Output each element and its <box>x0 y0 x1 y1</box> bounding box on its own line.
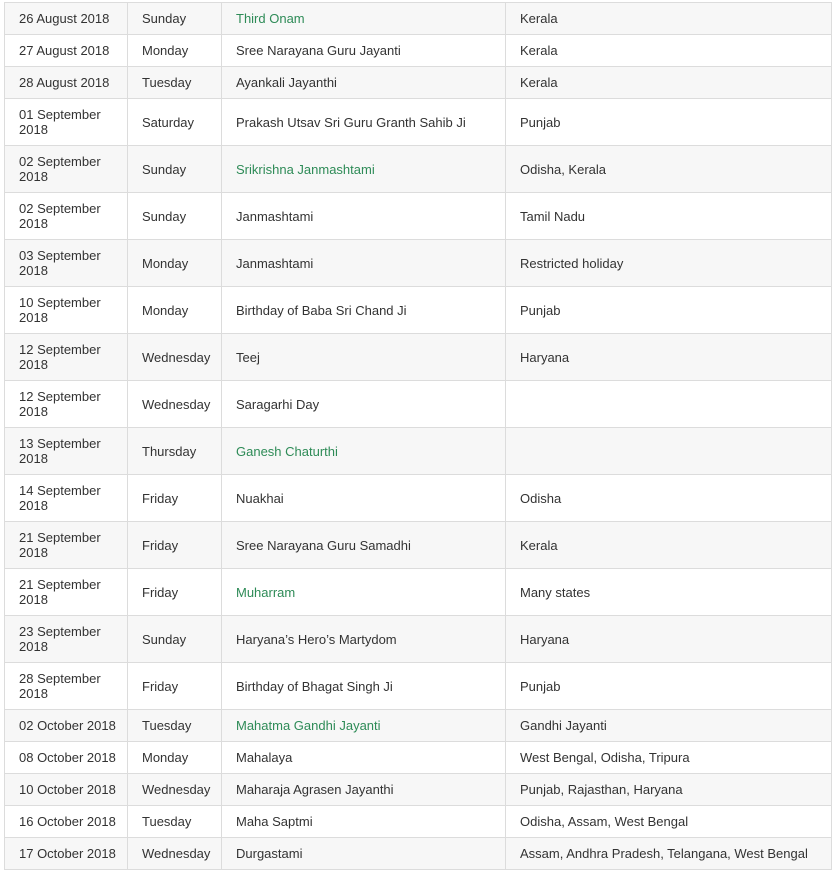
states-cell: Odisha <box>506 475 832 522</box>
day-cell: Friday <box>128 522 222 569</box>
day-cell: Tuesday <box>128 67 222 99</box>
date-cell: 10 September 2018 <box>5 287 128 334</box>
holiday-cell: Haryana’s Hero’s Martydom <box>222 616 506 663</box>
date-cell: 16 October 2018 <box>5 806 128 838</box>
date-cell: 03 September 2018 <box>5 240 128 287</box>
table-row <box>5 381 832 428</box>
states-cell <box>506 381 832 428</box>
holiday-cell: Birthday of Baba Sri Chand Ji <box>222 287 506 334</box>
holiday-cell <box>222 3 506 35</box>
holiday-cell: Sree Narayana Guru Samadhi <box>222 522 506 569</box>
holiday-cell: Janmashtami <box>222 193 506 240</box>
date-cell: 26 August 2018 <box>5 3 128 35</box>
table-row <box>5 146 832 193</box>
holiday-cell: Ayankali Jayanthi <box>222 67 506 99</box>
holiday-cell <box>222 146 506 193</box>
day-cell: Friday <box>128 475 222 522</box>
states-cell: Kerala <box>506 3 832 35</box>
states-cell: Assam, Andhra Pradesh, Telangana, West Bengal <box>506 838 832 870</box>
date-cell: 23 September 2018 <box>5 616 128 663</box>
holiday-cell: Saragarhi Day <box>222 381 506 428</box>
day-cell: Wednesday <box>128 838 222 870</box>
day-cell: Tuesday <box>128 806 222 838</box>
holiday-cell: Sree Narayana Guru Jayanti <box>222 35 506 67</box>
day-cell: Sunday <box>128 146 222 193</box>
date-cell: 13 September 2018 <box>5 428 128 475</box>
table-row <box>5 710 832 742</box>
date-cell: 28 September 2018 <box>5 663 128 710</box>
holiday-cell: Durgastami <box>222 838 506 870</box>
day-cell: Friday <box>128 569 222 616</box>
day-cell: Monday <box>128 742 222 774</box>
states-cell: Haryana <box>506 616 832 663</box>
states-cell: Tamil Nadu <box>506 193 832 240</box>
table-row <box>5 99 832 146</box>
states-cell: Punjab <box>506 663 832 710</box>
table-row <box>5 193 832 240</box>
date-cell: 12 September 2018 <box>5 334 128 381</box>
holiday-cell: Maha Saptmi <box>222 806 506 838</box>
states-cell: West Bengal, Odisha, Tripura <box>506 742 832 774</box>
states-cell: Punjab <box>506 287 832 334</box>
date-cell: 17 October 2018 <box>5 838 128 870</box>
holiday-table-container <box>4 2 831 870</box>
holiday-cell: Birthday of Bhagat Singh Ji <box>222 663 506 710</box>
table-row <box>5 663 832 710</box>
date-cell: 27 August 2018 <box>5 35 128 67</box>
states-cell: Restricted holiday <box>506 240 832 287</box>
day-cell: Sunday <box>128 193 222 240</box>
table-row <box>5 838 832 870</box>
table-row <box>5 616 832 663</box>
states-cell: Kerala <box>506 35 832 67</box>
table-row <box>5 522 832 569</box>
date-cell: 02 October 2018 <box>5 710 128 742</box>
day-cell: Sunday <box>128 3 222 35</box>
table-row <box>5 774 832 806</box>
day-cell: Thursday <box>128 428 222 475</box>
holiday-link[interactable]: Muharram <box>236 584 296 600</box>
holiday-cell <box>222 428 506 475</box>
table-row <box>5 475 832 522</box>
states-cell <box>506 428 832 475</box>
date-cell: 02 September 2018 <box>5 193 128 240</box>
date-cell: 01 September 2018 <box>5 99 128 146</box>
states-cell: Haryana <box>506 334 832 381</box>
table-row <box>5 806 832 838</box>
table-row <box>5 3 832 35</box>
holiday-table <box>4 2 832 870</box>
date-cell: 28 August 2018 <box>5 67 128 99</box>
holiday-cell: Nuakhai <box>222 475 506 522</box>
holiday-cell: Janmashtami <box>222 240 506 287</box>
table-row <box>5 569 832 616</box>
day-cell: Wednesday <box>128 774 222 806</box>
holiday-cell: Prakash Utsav Sri Guru Granth Sahib Ji <box>222 99 506 146</box>
day-cell: Monday <box>128 287 222 334</box>
table-row <box>5 35 832 67</box>
day-cell: Wednesday <box>128 381 222 428</box>
date-cell: 14 September 2018 <box>5 475 128 522</box>
day-cell: Monday <box>128 35 222 67</box>
states-cell: Odisha, Assam, West Bengal <box>506 806 832 838</box>
date-cell: 12 September 2018 <box>5 381 128 428</box>
holiday-link[interactable]: Srikrishna Janmashtami <box>236 161 375 177</box>
holiday-link[interactable]: Third Onam <box>236 11 305 26</box>
holiday-cell: Teej <box>222 334 506 381</box>
day-cell: Saturday <box>128 99 222 146</box>
day-cell: Friday <box>128 663 222 710</box>
states-cell: Punjab, Rajasthan, Haryana <box>506 774 832 806</box>
date-cell: 21 September 2018 <box>5 522 128 569</box>
table-row <box>5 334 832 381</box>
holiday-link[interactable]: Mahatma Gandhi Jayanti <box>236 718 381 733</box>
holiday-table-body <box>5 3 832 870</box>
day-cell: Wednesday <box>128 334 222 381</box>
holiday-cell: Mahalaya <box>222 742 506 774</box>
day-cell: Tuesday <box>128 710 222 742</box>
day-cell: Monday <box>128 240 222 287</box>
date-cell: 21 September 2018 <box>5 569 128 616</box>
states-cell: Odisha, Kerala <box>506 146 832 193</box>
holiday-cell <box>222 710 506 742</box>
table-row <box>5 742 832 774</box>
holiday-cell: Maharaja Agrasen Jayanthi <box>222 774 506 806</box>
states-cell: Many states <box>506 569 832 616</box>
states-cell: Punjab <box>506 99 832 146</box>
states-cell: Gandhi Jayanti <box>506 710 832 742</box>
date-cell: 02 September 2018 <box>5 146 128 193</box>
date-cell: 10 October 2018 <box>5 774 128 806</box>
states-cell: Kerala <box>506 522 832 569</box>
table-row <box>5 428 832 475</box>
table-row <box>5 287 832 334</box>
table-row <box>5 67 832 99</box>
day-cell: Sunday <box>128 616 222 663</box>
table-row <box>5 240 832 287</box>
date-cell: 08 October 2018 <box>5 742 128 774</box>
holiday-cell <box>222 569 506 616</box>
holiday-link[interactable]: Ganesh Chaturthi <box>236 443 338 459</box>
states-cell: Kerala <box>506 67 832 99</box>
